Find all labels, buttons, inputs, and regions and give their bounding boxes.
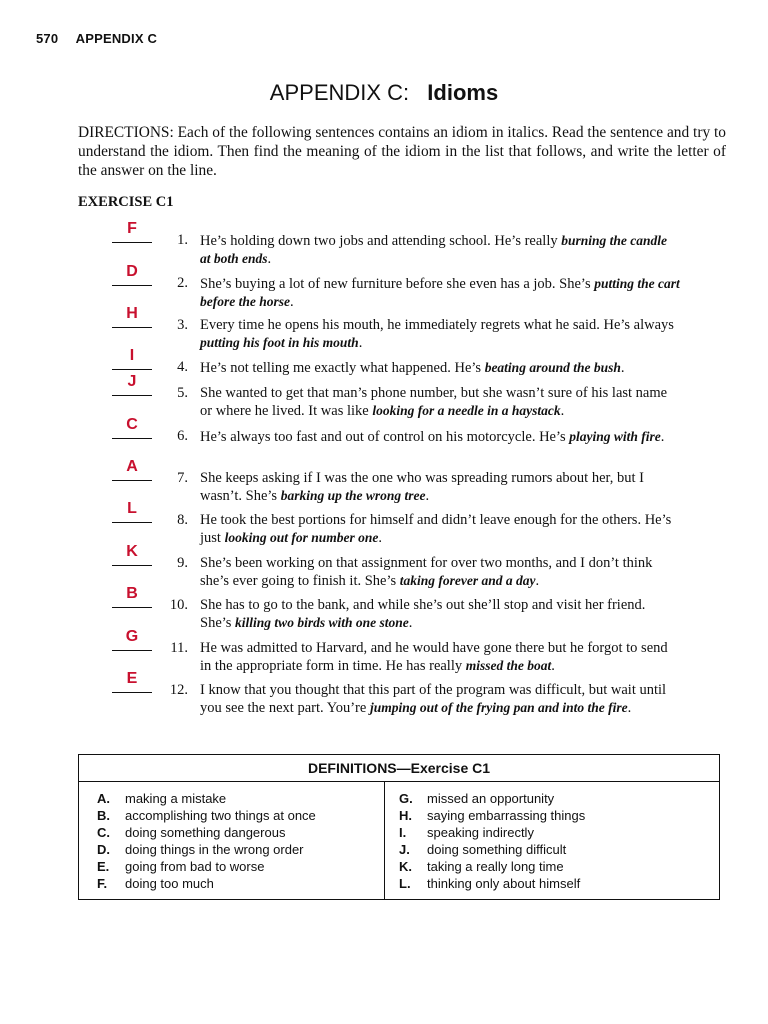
sentence-text: Every time he opens his mouth, he immediately regrets what he said. He’s always — [200, 317, 674, 333]
answer-letter: G — [125, 628, 139, 645]
idiom-text: looking for a needle in a haystack — [372, 403, 561, 418]
definition-item — [97, 841, 316, 858]
sentence-text: I know that you thought that this part of the program was difficult, but wait until you see the next part. You’re — [200, 682, 667, 716]
column-divider — [384, 782, 385, 900]
definition-item — [97, 824, 316, 841]
idiom-text: putting his foot in his mouth — [200, 335, 359, 350]
sentence-end: . — [627, 700, 632, 716]
answer-blank[interactable] — [112, 395, 152, 396]
exercise-item-9 — [0, 543, 768, 589]
definition-text: speaking indirectly — [427, 825, 534, 840]
answer-blank[interactable] — [112, 692, 152, 693]
page-title-main: Idioms — [427, 80, 499, 105]
answer-blank[interactable] — [112, 480, 152, 481]
definition-text: thinking only about himself — [427, 876, 581, 891]
answer-letter: E — [126, 670, 138, 687]
sentence-text: She’s buying a lot of new furniture before she even has a job. She’s — [200, 276, 595, 292]
definition-text: missed an opportunity — [427, 791, 555, 806]
exercise-item-6 — [0, 416, 768, 456]
item-number: 6. — [177, 428, 188, 444]
definition-text: doing things in the wrong order — [125, 842, 304, 857]
definition-letter: A. — [97, 791, 110, 806]
sentence-text: She wanted to get that man’s phone number, but she wasn’t sure of his last name or where he lived. It was like — [200, 385, 668, 419]
sentence-end: . — [425, 488, 430, 504]
answer-blank[interactable] — [112, 522, 152, 523]
item-number: 7. — [177, 470, 188, 486]
definition-item — [399, 858, 585, 875]
answer-letter: B — [126, 585, 138, 602]
answer-letter: C — [126, 416, 138, 433]
answer-blank[interactable] — [112, 438, 152, 439]
answer-blank[interactable] — [112, 607, 152, 608]
item-number: 1. — [177, 232, 188, 248]
answer-blank[interactable] — [112, 565, 152, 566]
idiom-text: playing with fire — [569, 429, 661, 444]
answer-letter: I — [129, 347, 135, 364]
definition-letter: L. — [399, 876, 411, 891]
item-sentence — [200, 428, 680, 446]
definition-letter: K. — [399, 859, 412, 874]
definitions-left-column — [97, 790, 316, 892]
exercise-item-11 — [0, 628, 768, 674]
item-number: 4. — [177, 359, 188, 375]
definition-item — [399, 841, 585, 858]
definition-letter: I. — [399, 825, 407, 840]
definition-item — [399, 824, 585, 841]
sentence-end: . — [290, 294, 294, 310]
answer-letter: H — [126, 305, 138, 322]
definition-letter: J. — [399, 842, 410, 857]
item-number: 10. — [169, 597, 188, 613]
sentence-end: . — [551, 658, 555, 674]
exercise-item-7 — [0, 458, 768, 504]
sentence-text: He’s always too fast and out of control on his motorcycle. He’s — [200, 429, 570, 445]
running-head — [36, 31, 157, 46]
answer-blank[interactable] — [112, 242, 152, 243]
definition-letter: D. — [97, 842, 110, 857]
sentence-text: She has to go to the bank, and while she’s out she’ll stop and visit her friend. She’s — [200, 597, 646, 631]
exercise-item-2 — [0, 263, 768, 310]
sentence-text: He’s holding down two jobs and attending school. He’s really — [200, 233, 562, 249]
definition-text: doing something dangerous — [125, 825, 286, 840]
sentence-end: . — [560, 403, 565, 419]
definitions-right-column — [399, 790, 585, 892]
idiom-text: burning the candle at both ends — [200, 233, 668, 266]
item-sentence — [200, 597, 680, 632]
idiom-text: killing two birds with one stone — [235, 615, 409, 630]
answer-blank[interactable] — [112, 285, 152, 286]
definition-item — [97, 875, 316, 892]
answer-letter: D — [126, 263, 138, 280]
definitions-heading: DEFINITIONS—Exercise C1 — [79, 755, 719, 782]
page-title-prefix: APPENDIX C: — [269, 80, 410, 105]
definition-letter: H. — [399, 808, 412, 823]
definition-item — [97, 858, 316, 875]
idiom-text: missed the boat — [465, 658, 552, 673]
definition-text: making a mistake — [125, 791, 227, 806]
sentence-end: . — [620, 360, 625, 376]
item-number: 9. — [177, 555, 188, 571]
item-sentence — [200, 682, 680, 717]
item-number: 3. — [177, 317, 188, 333]
exercise-item-3 — [0, 305, 768, 351]
sentence-text: She keeps asking if I was the one who was spreading rumors about her, but I wasn’t. She’s — [200, 470, 644, 504]
definition-item — [399, 875, 585, 892]
sentence-text: He was admitted to Harvard, and he would have gone there but he forgot to send in the appropriate form in time. He has really — [200, 640, 668, 674]
sentence-end: . — [535, 573, 540, 589]
definition-letter: C. — [97, 825, 110, 840]
definition-text: going from bad to worse — [125, 859, 265, 874]
definition-letter: G. — [399, 791, 413, 806]
idiom-text: jumping out of the frying pan and into the fire — [369, 700, 628, 715]
idiom-text: beating around the bush — [484, 360, 621, 375]
sentence-text: He’s not telling me exactly what happened. He’s — [200, 360, 485, 376]
answer-letter: J — [127, 373, 137, 390]
item-sentence — [200, 512, 680, 547]
definition-text: doing something difficult — [427, 842, 567, 857]
item-sentence — [200, 385, 680, 420]
definitions-table — [78, 754, 720, 900]
exercise-item-10 — [0, 585, 768, 631]
idiom-text: looking out for number one — [224, 530, 379, 545]
definition-text: doing too much — [125, 876, 214, 891]
definition-text: accomplishing two things at once — [125, 808, 316, 823]
definition-letter: F. — [97, 876, 108, 891]
idiom-text: putting the cart before the horse — [200, 276, 680, 309]
exercise-item-8 — [0, 500, 768, 546]
definitions-body — [79, 782, 719, 900]
idiom-text: barking up the wrong tree — [280, 488, 426, 503]
item-number: 2. — [177, 275, 188, 291]
sentence-end: . — [267, 251, 272, 267]
answer-letter: L — [127, 500, 137, 517]
sentence-text: He took the best portions for himself and didn’t leave enough for the others. He’s just — [200, 512, 672, 546]
definition-item — [97, 807, 316, 824]
answer-letter: K — [126, 543, 138, 560]
definition-letter: B. — [97, 808, 110, 823]
exercise-item-5 — [0, 373, 768, 419]
answer-blank[interactable] — [112, 369, 152, 370]
page-number: 570 — [36, 31, 59, 46]
definition-item — [399, 807, 585, 824]
sentence-end: . — [358, 335, 363, 351]
item-number: 12. — [169, 682, 188, 698]
answer-blank[interactable] — [112, 650, 152, 651]
sentence-end: . — [660, 429, 665, 445]
exercise-heading: EXERCISE C1 — [78, 194, 174, 210]
sentence-text: She’s been working on that assignment for over two months, and I don’t think she’s ever going to finish it. She’s — [200, 555, 653, 589]
item-number: 5. — [177, 385, 188, 401]
answer-letter: F — [127, 220, 137, 237]
sentence-end: . — [378, 530, 382, 546]
definition-item — [399, 790, 585, 807]
sentence-end: . — [408, 615, 413, 631]
idiom-text: taking forever and a day — [399, 573, 536, 588]
definition-text: saying embarrassing things — [427, 808, 586, 823]
answer-letter: A — [126, 458, 138, 475]
running-head-section: APPENDIX C — [75, 31, 158, 46]
item-number: 11. — [170, 640, 188, 656]
item-number: 8. — [177, 512, 188, 528]
exercise-item-1 — [0, 220, 768, 267]
page-title — [0, 80, 768, 106]
definition-letter: E. — [97, 859, 110, 874]
definition-item — [97, 790, 316, 807]
definition-text: taking a really long time — [427, 859, 564, 874]
directions-text: DIRECTIONS: Each of the following sentences contains an idiom in italics. Read the sentence and try to understand the idiom. Then find the meaning of the idiom in the list that follows, and write the letter of the answer on the line. — [78, 124, 726, 179]
exercise-item-12 — [0, 670, 768, 716]
answer-blank[interactable] — [112, 327, 152, 328]
